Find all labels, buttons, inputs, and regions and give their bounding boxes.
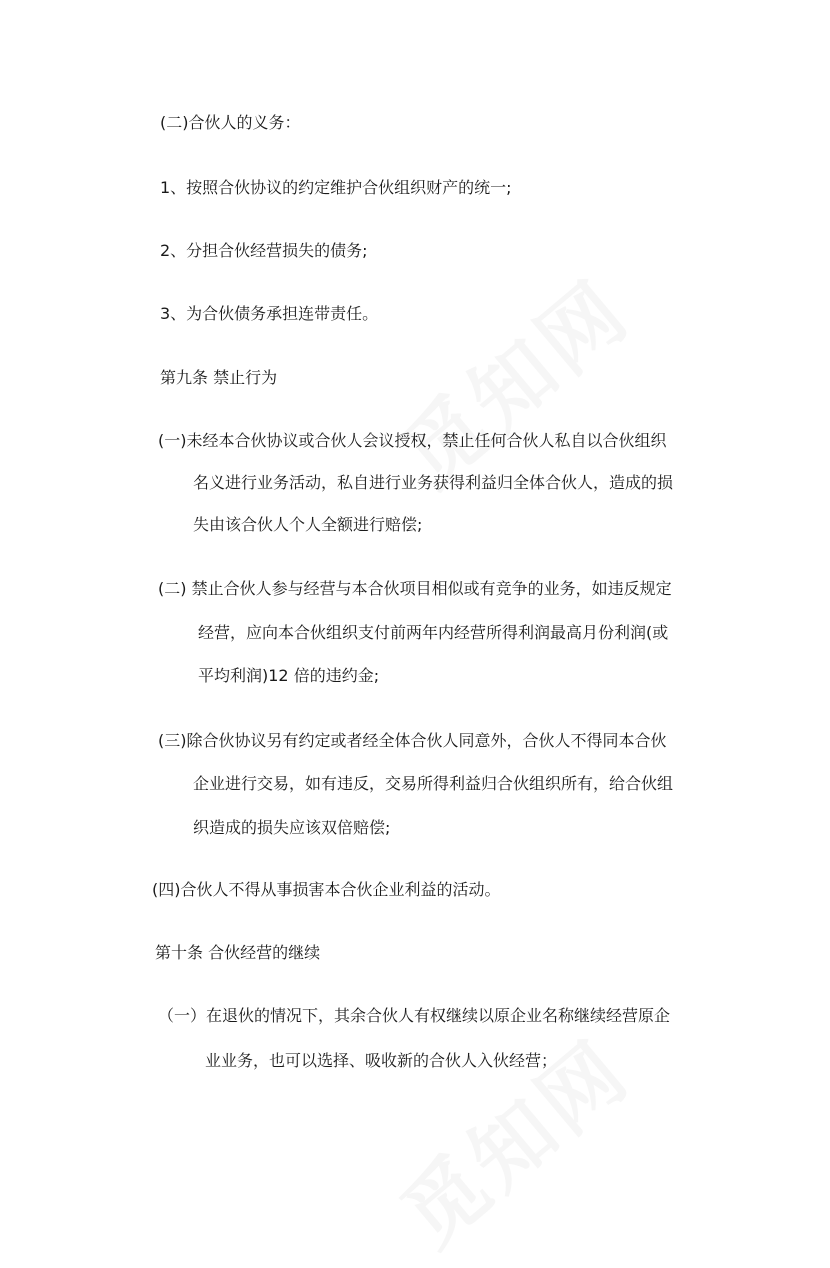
clause-2-line-3: 平均利润)12 倍的违约金; [198, 666, 380, 685]
article-9-heading: 第九条 禁止行为 [160, 368, 278, 387]
clause-4-line-1: (四)合伙人不得从事损害本合伙企业利益的活动。 [152, 880, 501, 899]
obligation-item-1: 1、按照合伙协议的约定维护合伙组织财产的统一; [160, 178, 512, 197]
watermark [373, 249, 650, 508]
clause-3-line-3: 织造成的损失应该双倍赔偿; [193, 818, 391, 837]
obligation-item-3: 3、为合伙债务承担连带责任。 [160, 304, 379, 323]
clause-1-line-3: 失由该合伙人个人全额进行赔偿; [193, 515, 423, 534]
article-10-clause-1-line-1: （一）在退伙的情况下，其余合伙人有权继续以原企业名称继续经营原企 [158, 1006, 671, 1025]
clause-3-line-2: 企业进行交易，如有违反，交易所得利益归合伙组织所有，给合伙组 [193, 774, 674, 793]
clause-1-line-2: 名义进行业务活动，私自进行业务获得利益归全体合伙人，造成的损 [193, 473, 674, 492]
clause-1-line-1: (一)未经本合伙协议或合伙人会议授权，禁止任何合伙人私自以合伙组织 [158, 431, 667, 450]
clause-2-line-1: (二) 禁止合伙人参与经营与本合伙项目相似或有竞争的业务，如违反规定 [158, 579, 672, 598]
obligation-item-2: 2、分担合伙经营损失的债务; [160, 241, 368, 260]
article-10-clause-1-line-2: 业业务，也可以选择、吸收新的合伙人入伙经营； [205, 1051, 558, 1070]
clause-3-line-1: (三)除合伙协议另有约定或者经全体合伙人同意外，合伙人不得同本合伙 [158, 731, 667, 750]
clause-2-line-2: 经营，应向本合伙组织支付前两年内经营所得利润最高月份利润(或 [198, 623, 669, 642]
watermark [373, 1009, 650, 1268]
article-10-heading: 第十条 合伙经营的继续 [155, 943, 321, 962]
heading-partner-obligations: (二)合伙人的义务： [160, 113, 301, 132]
